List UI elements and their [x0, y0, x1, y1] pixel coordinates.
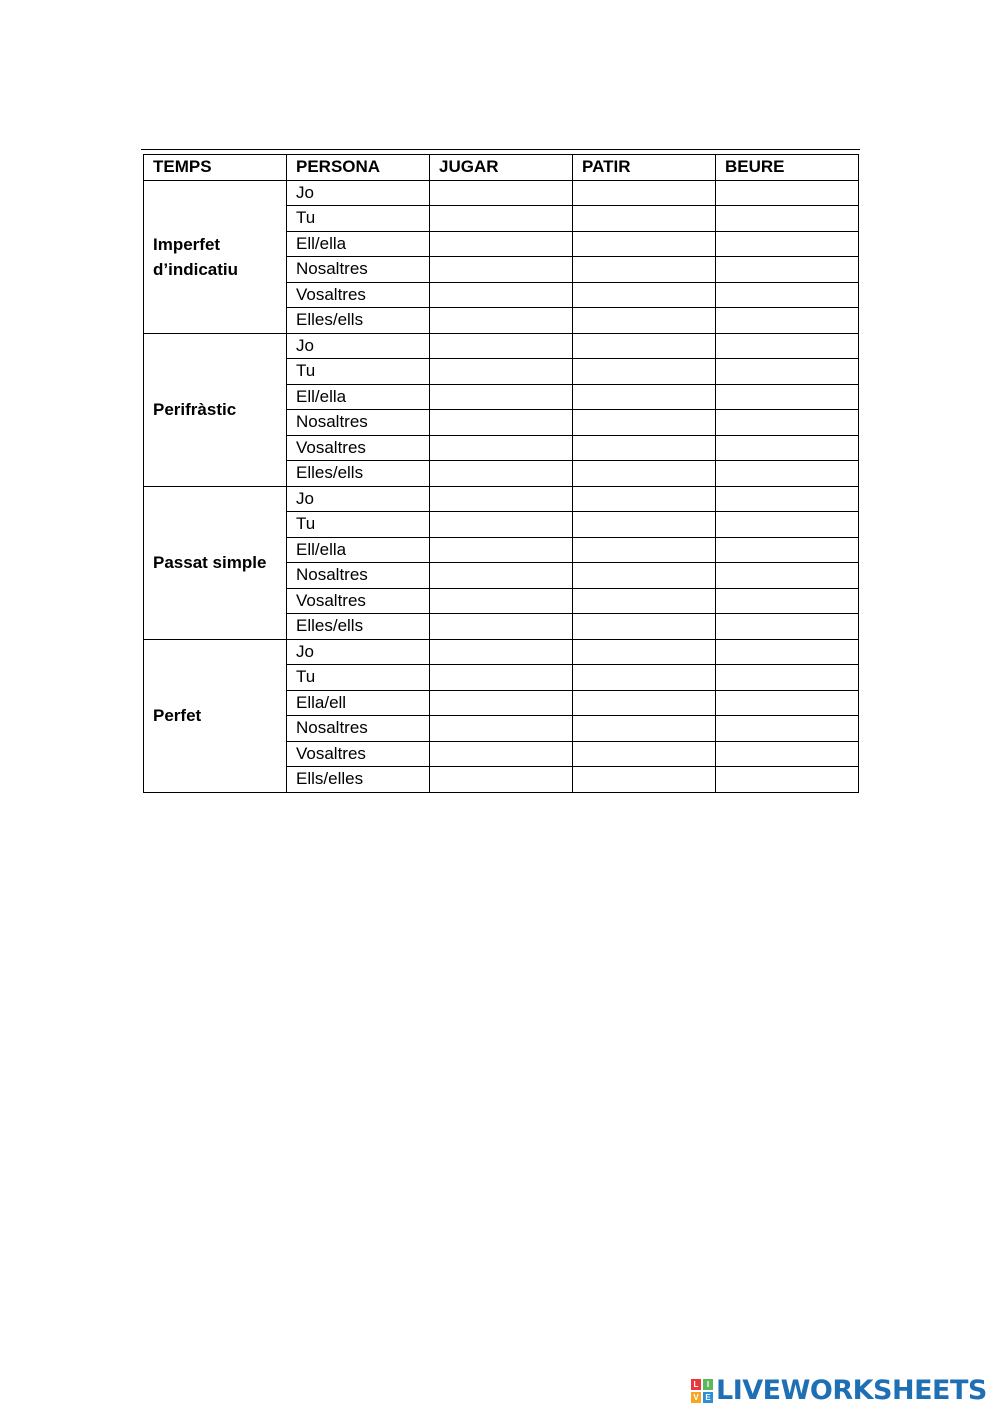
person-label: Nosaltres: [287, 257, 430, 283]
person-label: Jo: [287, 486, 430, 512]
person-label: Vosaltres: [287, 588, 430, 614]
answer-cell-jugar[interactable]: [430, 486, 573, 512]
answer-cell-jugar[interactable]: [430, 435, 573, 461]
answer-cell-patir[interactable]: [573, 537, 716, 563]
answer-cell-jugar[interactable]: [430, 741, 573, 767]
liveworksheets-logo-icon: [691, 1379, 713, 1403]
answer-cell-patir[interactable]: [573, 435, 716, 461]
answer-cell-patir[interactable]: [573, 257, 716, 283]
table-row: [144, 180, 859, 206]
person-label: Ella/ell: [287, 690, 430, 716]
answer-cell-jugar[interactable]: [430, 180, 573, 206]
answer-cell-patir[interactable]: [573, 512, 716, 538]
answer-cell-beure[interactable]: [716, 563, 859, 589]
answer-cell-jugar[interactable]: [430, 410, 573, 436]
answer-cell-jugar[interactable]: [430, 206, 573, 232]
answer-cell-patir[interactable]: [573, 180, 716, 206]
answer-cell-patir[interactable]: [573, 563, 716, 589]
person-label: Jo: [287, 639, 430, 665]
tense-label: Imperfet d’indicatiu: [144, 180, 287, 333]
header-patir: PATIR: [573, 155, 716, 181]
top-rule: [141, 149, 860, 150]
answer-cell-jugar[interactable]: [430, 461, 573, 487]
person-label: Elles/ells: [287, 308, 430, 334]
answer-cell-jugar[interactable]: [430, 308, 573, 334]
person-label: Elles/ells: [287, 614, 430, 640]
person-label: Ell/ella: [287, 537, 430, 563]
answer-cell-jugar[interactable]: [430, 690, 573, 716]
answer-cell-beure[interactable]: [716, 257, 859, 283]
header-persona: PERSONA: [287, 155, 430, 181]
answer-cell-beure[interactable]: [716, 690, 859, 716]
person-label: Tu: [287, 512, 430, 538]
answer-cell-beure[interactable]: [716, 180, 859, 206]
answer-cell-jugar[interactable]: [430, 333, 573, 359]
answer-cell-patir[interactable]: [573, 461, 716, 487]
answer-cell-patir[interactable]: [573, 639, 716, 665]
answer-cell-jugar[interactable]: [430, 231, 573, 257]
person-label: Vosaltres: [287, 741, 430, 767]
person-label: Jo: [287, 180, 430, 206]
answer-cell-jugar[interactable]: [430, 282, 573, 308]
answer-cell-beure[interactable]: [716, 410, 859, 436]
answer-cell-patir[interactable]: [573, 359, 716, 385]
logo-letter-l: L: [691, 1379, 701, 1390]
conjugation-table: [143, 154, 859, 793]
answer-cell-beure[interactable]: [716, 384, 859, 410]
tense-label: Perifràstic: [144, 333, 287, 486]
answer-cell-patir[interactable]: [573, 665, 716, 691]
person-label: Ell/ella: [287, 384, 430, 410]
answer-cell-beure[interactable]: [716, 461, 859, 487]
answer-cell-patir[interactable]: [573, 486, 716, 512]
answer-cell-beure[interactable]: [716, 741, 859, 767]
table-row: [144, 639, 859, 665]
answer-cell-beure[interactable]: [716, 231, 859, 257]
person-label: Vosaltres: [287, 435, 430, 461]
logo-letter-e: E: [703, 1392, 713, 1403]
answer-cell-beure[interactable]: [716, 716, 859, 742]
answer-cell-beure[interactable]: [716, 537, 859, 563]
answer-cell-beure[interactable]: [716, 486, 859, 512]
person-label: Jo: [287, 333, 430, 359]
answer-cell-jugar[interactable]: [430, 639, 573, 665]
person-label: Elles/ells: [287, 461, 430, 487]
answer-cell-beure[interactable]: [716, 512, 859, 538]
answer-cell-jugar[interactable]: [430, 257, 573, 283]
answer-cell-patir[interactable]: [573, 767, 716, 793]
answer-cell-jugar[interactable]: [430, 359, 573, 385]
answer-cell-beure[interactable]: [716, 206, 859, 232]
answer-cell-patir[interactable]: [573, 588, 716, 614]
tense-label: Perfet: [144, 639, 287, 792]
answer-cell-jugar[interactable]: [430, 665, 573, 691]
brand-footer: [691, 1374, 987, 1408]
header-jugar: JUGAR: [430, 155, 573, 181]
answer-cell-jugar[interactable]: [430, 767, 573, 793]
answer-cell-jugar[interactable]: [430, 614, 573, 640]
answer-cell-patir[interactable]: [573, 614, 716, 640]
table-row: [144, 486, 859, 512]
answer-cell-beure[interactable]: [716, 308, 859, 334]
logo-letter-i: I: [703, 1379, 713, 1390]
answer-cell-patir[interactable]: [573, 231, 716, 257]
answer-cell-patir[interactable]: [573, 333, 716, 359]
answer-cell-beure[interactable]: [716, 665, 859, 691]
person-label: Tu: [287, 206, 430, 232]
answer-cell-beure[interactable]: [716, 767, 859, 793]
person-label: Tu: [287, 665, 430, 691]
brand-name: LIVEWORKSHEETS: [716, 1375, 987, 1406]
answer-cell-patir[interactable]: [573, 282, 716, 308]
person-label: Ells/elles: [287, 767, 430, 793]
person-label: Ell/ella: [287, 231, 430, 257]
answer-cell-jugar[interactable]: [430, 537, 573, 563]
answer-cell-jugar[interactable]: [430, 588, 573, 614]
answer-cell-jugar[interactable]: [430, 563, 573, 589]
logo-letter-v: V: [691, 1392, 701, 1403]
answer-cell-jugar[interactable]: [430, 716, 573, 742]
person-label: Tu: [287, 359, 430, 385]
answer-cell-beure[interactable]: [716, 282, 859, 308]
answer-cell-beure[interactable]: [716, 588, 859, 614]
person-label: Vosaltres: [287, 282, 430, 308]
answer-cell-patir[interactable]: [573, 206, 716, 232]
header-row: [144, 155, 859, 181]
header-temps: TEMPS: [144, 155, 287, 181]
answer-cell-patir[interactable]: [573, 716, 716, 742]
answer-cell-patir[interactable]: [573, 308, 716, 334]
person-label: Nosaltres: [287, 563, 430, 589]
answer-cell-jugar[interactable]: [430, 512, 573, 538]
header-beure: BEURE: [716, 155, 859, 181]
table-body: [144, 180, 859, 792]
person-label: Nosaltres: [287, 716, 430, 742]
person-label: Nosaltres: [287, 410, 430, 436]
answer-cell-beure[interactable]: [716, 435, 859, 461]
answer-cell-patir[interactable]: [573, 690, 716, 716]
table-row: [144, 333, 859, 359]
answer-cell-beure[interactable]: [716, 639, 859, 665]
answer-cell-beure[interactable]: [716, 614, 859, 640]
answer-cell-beure[interactable]: [716, 359, 859, 385]
answer-cell-patir[interactable]: [573, 741, 716, 767]
tense-label: Passat simple: [144, 486, 287, 639]
answer-cell-patir[interactable]: [573, 384, 716, 410]
answer-cell-beure[interactable]: [716, 333, 859, 359]
answer-cell-patir[interactable]: [573, 410, 716, 436]
answer-cell-jugar[interactable]: [430, 384, 573, 410]
